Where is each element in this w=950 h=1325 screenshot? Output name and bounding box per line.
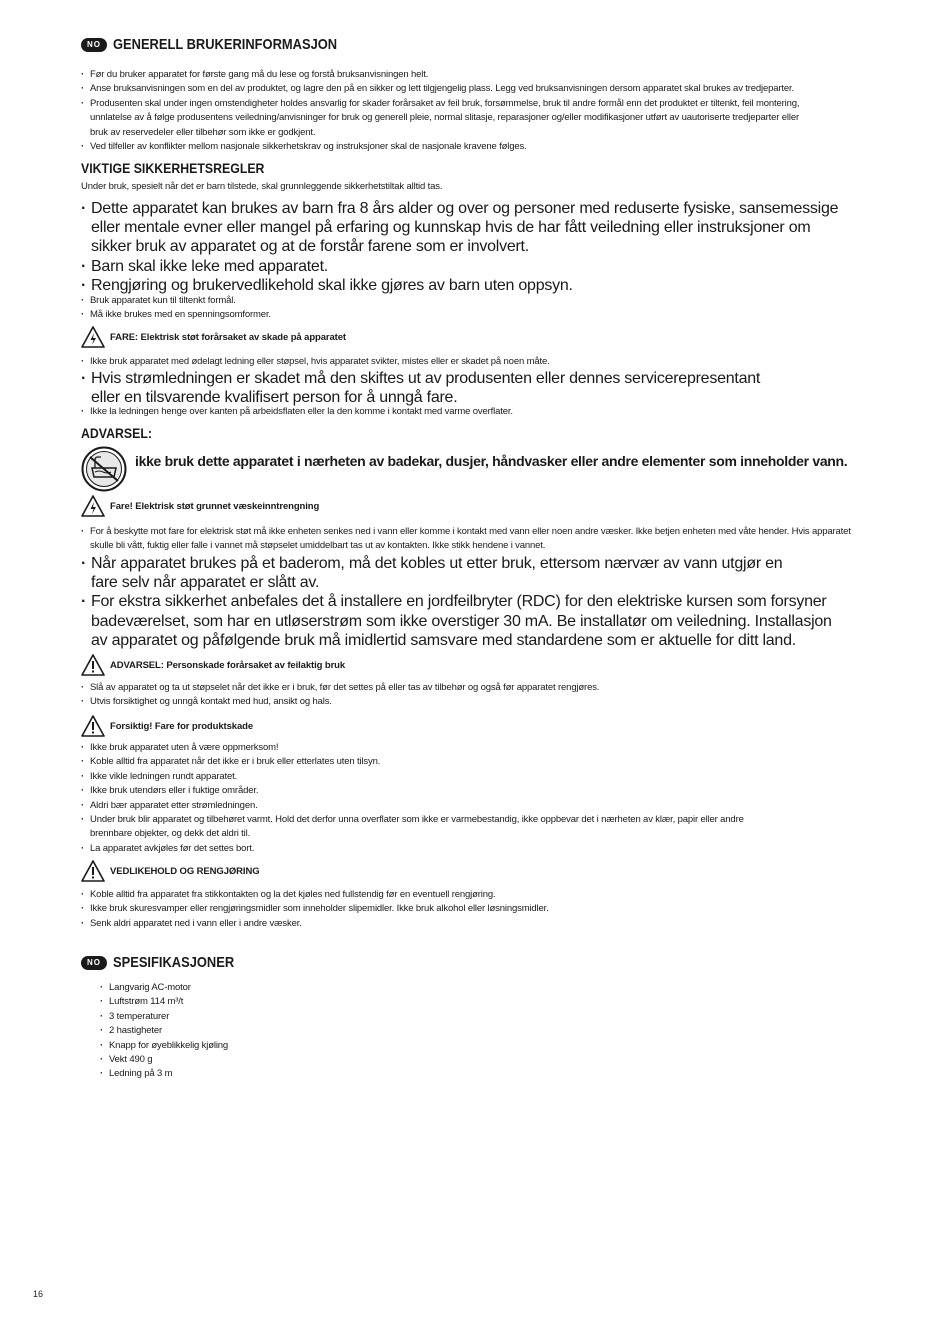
list-item: · Ikke bruk utendørs eller i fuktige områder. <box>81 784 781 798</box>
warning-label: Fare! Elektrisk støt grunnet væskeinntrengning <box>110 500 320 512</box>
danger2-list-a <box>81 525 861 554</box>
exclamation-warning-icon <box>81 654 105 676</box>
danger1-list-b <box>81 405 851 419</box>
list-item: · Koble alltid fra apparatet fra stikkontakten og la det kjøles ned fullstendig før en eventuell rengjøring. <box>81 888 851 902</box>
danger-liquid-ingress <box>81 495 319 517</box>
warning1-list <box>81 681 851 710</box>
list-item: · Under bruk blir apparatet og tilbehøret varmt. Hold det derfor unna overflater som ikke er varmebestandig, ikke oppbevar det i nærheten av klær, papir eller andre brennbare objekter, og dekk det aldri til. <box>81 813 781 842</box>
list-item: · Bruk apparatet kun til tiltenkt formål. <box>81 294 851 308</box>
caution-list <box>81 741 781 856</box>
list-item: · Aldri bær apparatet etter strømledningen. <box>81 799 781 813</box>
list-item: · Knapp for øyeblikkelig kjøling <box>100 1039 400 1053</box>
general-list <box>81 68 851 154</box>
list-item: · La apparatet avkjøles før det settes bort. <box>81 842 781 856</box>
safety-title: VIKTIGE SIKKERHETSREGLER <box>81 160 265 176</box>
list-item: · Rengjøring og brukervedlikehold skal ikke gjøres av barn uten oppsyn. <box>81 276 851 295</box>
list-item: · Utvis forsiktighet og unngå kontakt med hud, ansikt og hals. <box>81 695 851 709</box>
electric-warning-icon <box>81 326 105 348</box>
list-item: · 2 hastigheter <box>100 1024 400 1038</box>
maintenance-header <box>81 860 260 882</box>
list-item: · Ikke bruk apparatet med ødelagt ledning eller støpsel, hvis apparatet svikter, mistes eller er skadet på noen måte. <box>81 355 851 369</box>
language-badge: NO <box>81 956 107 970</box>
danger1-list-a <box>81 355 851 369</box>
danger2-big-list <box>81 554 851 650</box>
list-item: · Produsenten skal under ingen omstendigheter holdes ansvarlig for skader forårsaket av feil bruk, forsømmelse, bruk til andre formål enn det produktet er tiltenkt, feil montering, unnlatelse av å følge produsentens veiledning/anvisninger for bruk og generell pleie, normal slitasje, reparasjoner og/eller modifikasjoner utført av uautoriserte tredjeparter eller bruk av reservedeler eller tilbehør som ikke er godkjent. <box>81 97 851 140</box>
list-item: · Langvarig AC-motor <box>100 981 400 995</box>
list-item: · Ikke bruk skuresvamper eller rengjøringsmidler som inneholder slipemidler. Ikke bruk alkohol eller løsningsmidler. <box>81 902 851 916</box>
exclamation-warning-icon <box>81 860 105 882</box>
list-item: · Ikke vikle ledningen rundt apparatet. <box>81 770 781 784</box>
danger1-big-list <box>81 369 771 407</box>
no-bathtub-icon <box>81 446 127 492</box>
warning-label: ADVARSEL: Personskade forårsaket av feilaktig bruk <box>110 659 346 671</box>
list-item: · Luftstrøm 114 m³/t <box>100 995 400 1009</box>
list-item: · Senk aldri apparatet ned i vann eller i andre væsker. <box>81 917 851 931</box>
section-header-general <box>81 36 374 53</box>
list-item: · Ved tilfeller av konflikter mellom nasjonale sikkerhetskrav og instruksjoner skal de nasjonale kravene følges. <box>81 140 851 154</box>
safety-intro: Under bruk, spesielt når det er barn tilstede, skal grunnleggende sikkerhetstiltak alltid tas. <box>81 181 443 192</box>
list-item: · Når apparatet brukes på et baderom, må det kobles ut etter bruk, ettersom nærvær av vann utgjør en fare selv når apparatet er slått av. <box>81 554 851 592</box>
warning-label: FARE: Elektrisk støt forårsaket av skade på apparatet <box>110 331 346 343</box>
list-item: · Barn skal ikke leke med apparatet. <box>81 257 851 276</box>
safety-small-list <box>81 294 851 323</box>
list-item: · Ikke bruk apparatet uten å være oppmerksom! <box>81 741 781 755</box>
electric-warning-icon <box>81 495 105 517</box>
caution-product-damage <box>81 715 253 737</box>
specs-list <box>100 981 400 1082</box>
list-item: · Ikke la ledningen henge over kanten på arbeidsflaten eller la den komme i kontakt med varme overflater. <box>81 405 851 419</box>
danger-electric-damage <box>81 326 346 348</box>
bath-warning-text: ikke bruk dette apparatet i nærheten av badekar, dusjer, håndvasker eller andre elementer som inneholder vann. <box>135 453 848 469</box>
warning-label: Forsiktig! Fare for produktskade <box>110 720 254 732</box>
list-item: · 3 temperaturer <box>100 1010 400 1024</box>
list-item: · Må ikke brukes med en spenningsomformer. <box>81 308 851 322</box>
bath-warning <box>81 446 847 492</box>
list-item: · For ekstra sikkerhet anbefales det å installere en jordfeilbryter (RDC) for den elektriske kursen som forsyner badeværelset, som har en utløserstrøm som ikke overstiger 30 mA. Be installatør om veiledning. Installasjon av apparatet og påfølgende bruk må imidlertid samsvare med standardene som er aktuelle for ditt land. <box>81 592 851 650</box>
list-item: · Koble alltid fra apparatet når det ikke er i bruk eller etterlates uten tilsyn. <box>81 755 781 769</box>
list-item: · Dette apparatet kan brukes av barn fra 8 års alder og over og personer med reduserte fysiske, sansemessige eller mentale evner eller mangel på erfaring og kunnskap hvis de har fått veiledning eller instruksjoner om sikker bruk av apparatet og at de forstår farene som er involvert. <box>81 199 851 257</box>
specs-title: SPESIFIKASJONER <box>113 954 235 971</box>
warning-improper-use <box>81 654 345 676</box>
safety-big-list <box>81 199 851 295</box>
general-title: GENERELL BRUKERINFORMASJON <box>113 36 338 53</box>
list-item: · Hvis strømledningen er skadet må den skiftes ut av produsenten eller dennes servicerepresentant eller en tilsvarende kvalifisert person for å unngå fare. <box>81 369 771 407</box>
maintenance-list <box>81 888 851 931</box>
list-item: · Ledning på 3 m <box>100 1067 400 1081</box>
page-number: 16 <box>33 1289 44 1299</box>
list-item: · Vekt 490 g <box>100 1053 400 1067</box>
list-item: · Anse bruksanvisningen som en del av produktet, og lagre den på en sikker og lett tilgjengelig plass. Legg ved bruksanvisningen dersom apparatet skal brukes av tredjeparter. <box>81 82 851 96</box>
warning-label: VEDLIKEHOLD OG RENGJØRING <box>110 865 260 877</box>
list-item: · Før du bruker apparatet for første gang må du lese og forstå bruksanvisningen helt. <box>81 68 851 82</box>
list-item: · For å beskytte mot fare for elektrisk støt må ikke enheten senkes ned i vann eller komme i kontakt med vann eller noen andre væsker. Ikke betjen enheten med våte hender. Hvis apparatet skulle bli vått, fuktig eller falle i vannet må støpselet umiddelbart tas ut av kontakten. Ikke stikk hendene i vannet. <box>81 525 861 554</box>
list-item: · Slå av apparatet og ta ut støpselet når det ikke er i bruk, før det settes på eller tas av tilbehør og også før apparatet rengjøres. <box>81 681 851 695</box>
exclamation-warning-icon <box>81 715 105 737</box>
language-badge: NO <box>81 38 107 52</box>
section-header-specs <box>81 954 254 971</box>
advarsel-title: ADVARSEL: <box>81 425 152 441</box>
